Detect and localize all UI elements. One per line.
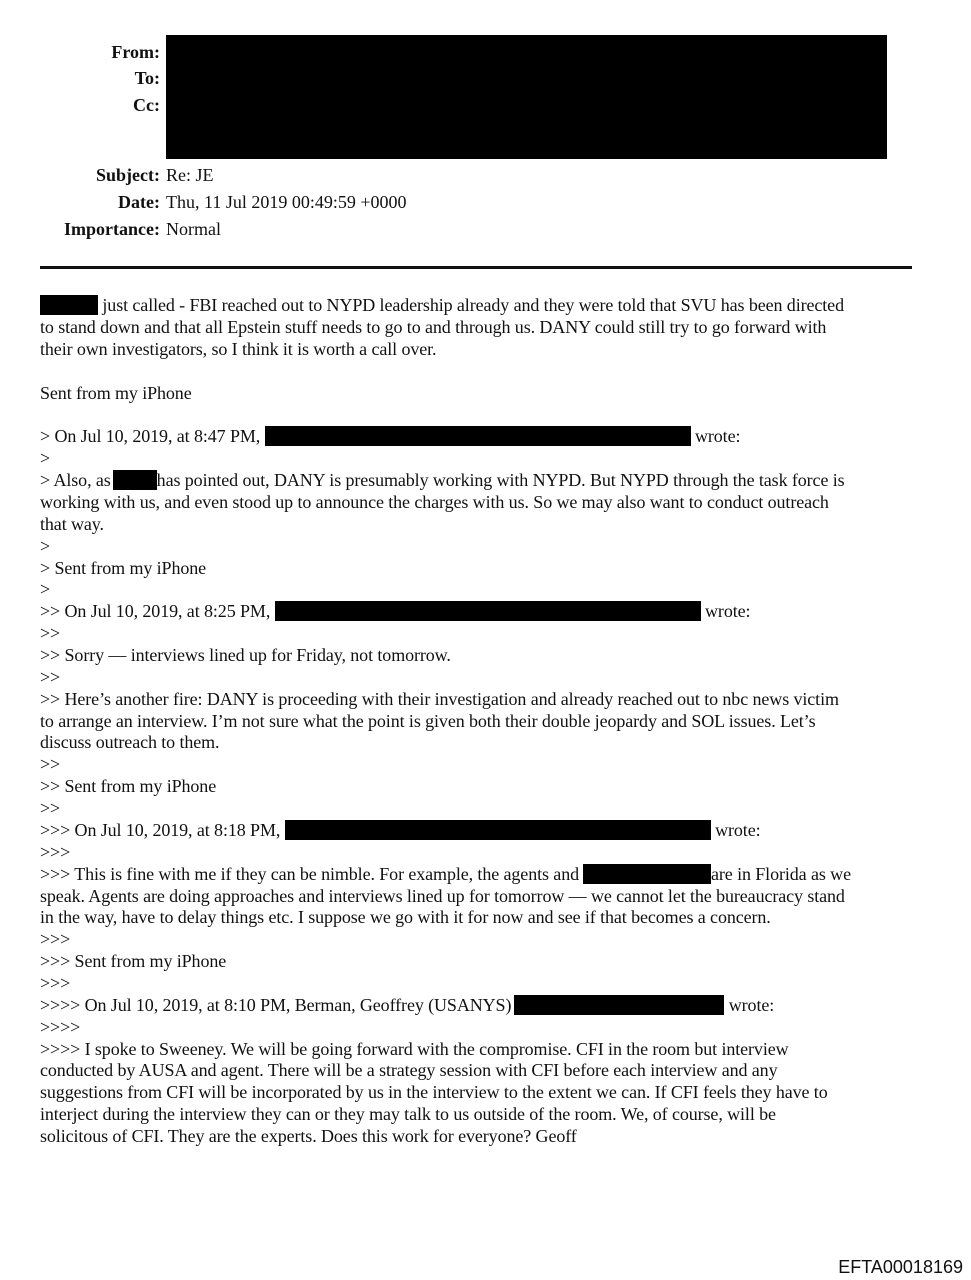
quote-line: > Sent from my iPhone [40, 558, 207, 578]
quote-line: conducted by AUSA and agent. There will be a strategy session with CFI before each interview and any [40, 1060, 778, 1080]
quote-intro-text: >>>> On Jul 10, 2019, at 8:10 PM, Berman, Geoffrey (USANYS) [40, 995, 512, 1015]
quote-line: >> [40, 667, 61, 687]
quote-line: working with us, and even stood up to announce the charges with us. So we may also want to conduct outreach [40, 492, 829, 512]
importance-value: Normal [166, 219, 221, 239]
quote-text: > Also, as [40, 470, 111, 490]
quote-line [40, 469, 845, 491]
quote-line: discuss outreach to them. [40, 732, 220, 752]
redaction-bar [285, 820, 711, 840]
quote-line: >> Here’s another fire: DANY is proceeding with their investigation and already reached out to nbc news victim [40, 689, 839, 709]
quote-line: >>>> I spoke to Sweeney. We will be going forward with the compromise. CFI in the room but interview [40, 1039, 789, 1059]
redaction-bar [275, 601, 701, 621]
document-id: EFTA00018169 [838, 1257, 963, 1277]
to-label: To: [134, 68, 160, 88]
quote-line: solicitous of CFI. They are the experts. Does this work for everyone? Geoff [40, 1126, 577, 1146]
date-value: Thu, 11 Jul 2019 00:49:59 +0000 [166, 192, 407, 212]
quote-line: >> Sorry — interviews lined up for Friday, not tomorrow. [40, 645, 451, 665]
quote-line: >>>> [40, 1017, 81, 1037]
quote-text: are in Florida as we [711, 864, 851, 884]
subject-label: Subject: [96, 165, 160, 185]
quote-text: has pointed out, DANY is presumably working with NYPD. But NYPD through the task force is [156, 470, 845, 490]
quote-line: >>> [40, 973, 71, 993]
wrote-text: wrote: [694, 426, 741, 446]
redaction-bar [514, 995, 724, 1015]
quote-line: >>> Sent from my iPhone [40, 951, 227, 971]
quote-intro-text: > On Jul 10, 2019, at 8:47 PM, [40, 426, 261, 446]
quote-header [40, 819, 760, 841]
wrote-text: wrote: [728, 995, 775, 1015]
quote-line: >> [40, 754, 61, 774]
quote-line [40, 863, 851, 885]
quote-line: >> [40, 623, 61, 643]
cc-label: Cc: [133, 95, 160, 115]
quote-line: to arrange an interview. I’m not sure what the point is given both their double jeopardy and SOL issues. Let’s [40, 711, 816, 731]
quote-line: > [40, 579, 51, 599]
body-line: their own investigators, so I think it is worth a call over. [40, 339, 437, 359]
quote-intro-text: >>> On Jul 10, 2019, at 8:18 PM, [40, 820, 281, 840]
quote-line: >>> [40, 929, 71, 949]
wrote-text: wrote: [715, 820, 761, 840]
redaction-bar [113, 470, 157, 490]
quote-line: in the way, have to delay things etc. I suppose we go with it for now and see if that becomes a concern. [40, 907, 771, 927]
quote-text: >>> This is fine with me if they can be nimble. For example, the agents and [40, 864, 579, 884]
body-text: just called - FBI reached out to NYPD leadership already and they were told that SVU has been directed [102, 295, 844, 315]
quote-intro-text: >> On Jul 10, 2019, at 8:25 PM, [40, 601, 271, 621]
quote-line: suggestions from CFI will be incorporated by us in the interview to the extent we can. If CFI feels they have to [40, 1082, 828, 1102]
quote-line: that way. [40, 514, 104, 534]
header-redaction-block [166, 35, 887, 159]
date-label: Date: [118, 192, 160, 212]
quote-line: >> Sent from my iPhone [40, 776, 217, 796]
quote-line: >>> [40, 842, 71, 862]
quote-line: speak. Agents are doing approaches and interviews lined up for tomorrow — we cannot let the bureaucracy stand [40, 886, 845, 906]
quote-line: >> [40, 798, 61, 818]
redaction-bar [583, 864, 711, 884]
quote-header [40, 600, 750, 622]
from-label: From: [111, 42, 160, 62]
redaction-bar [265, 426, 691, 446]
quote-line: > [40, 448, 51, 468]
redaction-bar [40, 295, 98, 315]
importance-label: Importance: [64, 219, 160, 239]
quote-header [40, 425, 740, 447]
sent-from-iphone: Sent from my iPhone [40, 383, 192, 403]
subject-value: Re: JE [166, 165, 214, 185]
quote-header [40, 994, 774, 1016]
quote-line: > [40, 536, 51, 556]
wrote-text: wrote: [705, 601, 751, 621]
header-divider [40, 266, 912, 269]
body-line [40, 294, 844, 316]
body-line: to stand down and that all Epstein stuff needs to go to and through us. DANY could still try to go forward with [40, 317, 827, 337]
quote-line: interject during the interview they can or they may talk to us outside of the room. We, of course, will be [40, 1104, 776, 1124]
